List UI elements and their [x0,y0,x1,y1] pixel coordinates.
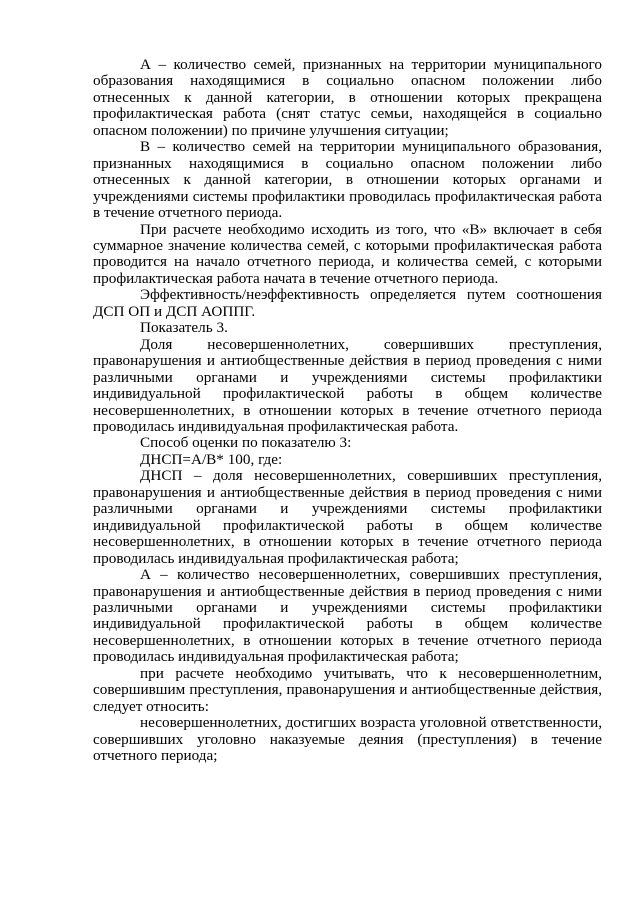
paragraph-b-families-definition: В – количество семей на территории муниципального образования, признанных находящимися в социально опасном положении либо отнесенных к данной категории, в отношении которых органами и учреждениями системы профилактики проводилась профилактическая работа в течение отчетного периода. [93,138,602,222]
document-page [93,57,602,764]
paragraph-indicator-3-heading: Показатель 3. [140,319,228,337]
paragraph-dnsp-definition: ДНСП – доля несовершеннолетних, совершивших преступления, правонарушения и антиобщественные действия в период проведения с ними различными органами и учреждениями системы профилактики индивидуальной профилактической работы в общем количестве несовершеннолетних, в отношении которых в течение отчетного периода проводилась индивидуальная профилактическая работа; [93,467,602,567]
paragraph-indicator-3-description: Доля несовершеннолетних, совершивших преступления, правонарушения и антиобщественные действия в период проведения с ними различными органами и учреждениями системы профилактики индивидуальной профилактической работы в общем количестве несовершеннолетних, в отношении которых в течение отчетного периода проводилась индивидуальная профилактическая работа. [93,335,602,435]
paragraph-b-calculation-note: При расчете необходимо исходить из того, что «В» включает в себя суммарное значение количества семей, с которыми профилактическая работа проводится на начало отчетного периода, и количества семей, с которыми профилактическая работа начата в течение отчетного периода. [93,220,602,287]
paragraph-formula: ДНСП=А/В* 100, где: [140,450,283,468]
paragraph-a-minors-definition: А – количество несовершеннолетних, совершивших преступления, правонарушения и антиобщественные действия в период проведения с ними различными органами и учреждениями системы профилактики индивидуальной профилактической работы в общем количестве несовершеннолетних, в отношении которых в течение отчетного периода проводилась индивидуальная профилактическая работа; [93,566,602,666]
paragraph-minors-criminal-age: несовершеннолетних, достигших возраста уголовной ответственности, совершивших уголовно наказуемые деяния (преступления) в течение отчетного периода; [93,714,602,765]
paragraph-assessment-method-heading: Способ оценки по показателю 3: [140,434,352,452]
paragraph-a-families-definition: А – количество семей, признанных на территории муниципального образования находящимися в социально опасном положении либо отнесенных к данной категории, в отношении которых прекращена профилактическая работа (снят статус семьи, находящейся в социально опасном положении) по причине улучшения ситуации; [93,56,602,139]
paragraph-calculation-note: при расчете необходимо учитывать, что к несовершеннолетним, совершившим преступления, правонарушения и антиобщественные действия, следует относить: [93,664,602,715]
paragraph-effectiveness-ratio: Эффективность/неэффективность определяется путем соотношения ДСП ОП и ДСП АОППГ. [93,286,602,320]
